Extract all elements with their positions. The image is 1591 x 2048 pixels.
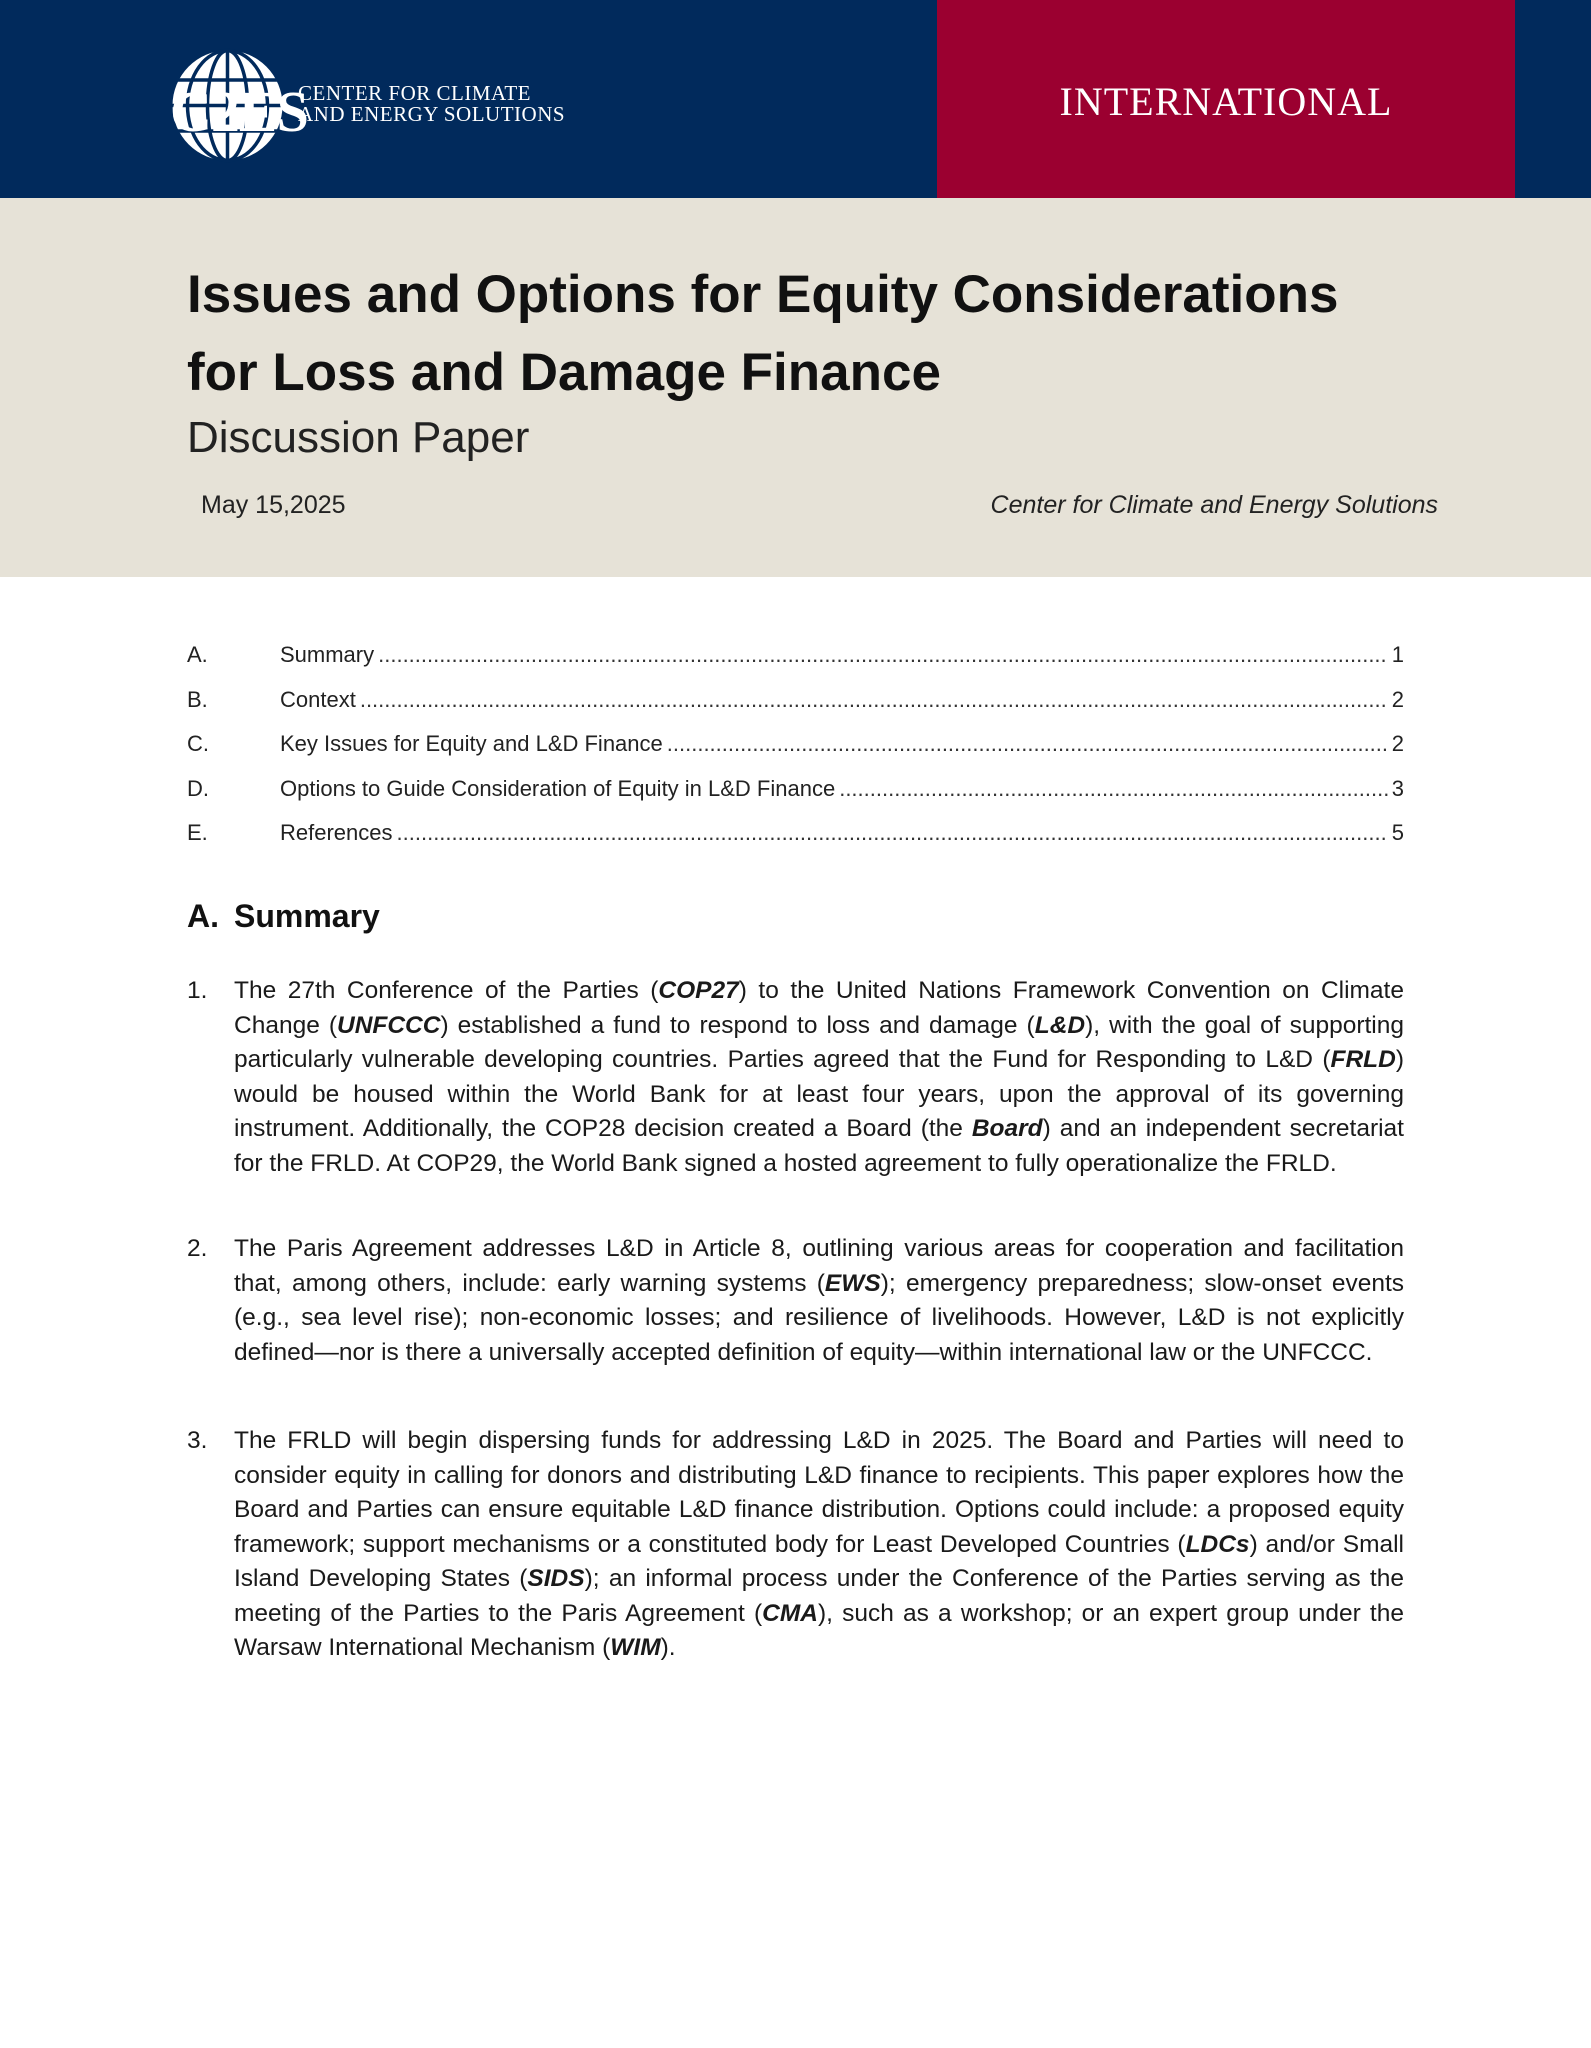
paragraph-3	[187, 1424, 1404, 1666]
logo-text	[298, 83, 565, 125]
table-of-contents	[187, 638, 1404, 861]
text-run: ), with the goal of supporting particularly vulnerable developing countries. Parties agreed that the Fund for Responding to L&D (	[234, 1011, 1405, 1073]
paragraph-text	[234, 1424, 1404, 1666]
toc-page: 3	[1391, 775, 1404, 801]
paragraph-1	[187, 974, 1404, 1181]
toc-page: 5	[1391, 820, 1404, 845]
toc-entry[interactable]	[187, 727, 1404, 772]
paragraph-2	[187, 1232, 1404, 1370]
acronym: COP27	[658, 977, 739, 1004]
text-run: The Paris Agreement addresses L&D in Article 8, outlining various areas for cooperation and facilitation that, among others, include: early warning systems (	[234, 1235, 1404, 1297]
acronym: L&D	[1034, 1011, 1086, 1039]
publication-date: May 15,2025	[201, 491, 346, 519]
toc-entry[interactable]	[187, 683, 1404, 728]
document-subtitle: Discussion Paper	[187, 413, 530, 462]
toc-letter: C.	[187, 731, 209, 756]
c2es-logo[interactable]	[170, 48, 590, 163]
toc-page: 2	[1391, 686, 1404, 712]
header-banner	[0, 0, 1591, 198]
text-run: ); emergency preparedness; slow-onset events (e.g., sea level rise); non-economic losses; and resilience of livelihoods. However, L&D is not explicitly defined—nor is there a universally accepted definition of equity—within international law or the UNFCCC.	[234, 1269, 1405, 1366]
toc-letter: A.	[187, 642, 208, 667]
section-letter: A.	[187, 898, 219, 934]
section-title: Summary	[234, 898, 380, 934]
toc-leader	[360, 687, 1388, 713]
text-run: ).	[660, 1634, 676, 1661]
document-title	[187, 256, 1387, 412]
acronym: CMA	[762, 1599, 818, 1627]
text-run: ) and/or Small Island Developing States (	[234, 1530, 1404, 1592]
category-label: INTERNATIONAL	[1059, 79, 1393, 124]
category-block	[937, 0, 1515, 198]
toc-line	[280, 731, 1404, 757]
title-line-2: for Loss and Damage Finance	[187, 343, 941, 402]
toc-letter: E.	[187, 820, 208, 845]
text-run: The 27th Conference of the Parties (	[234, 977, 659, 1004]
text-run: ) established a fund to respond to loss and damage (	[440, 1011, 1035, 1039]
toc-page: 2	[1391, 731, 1404, 756]
toc-title: Summary	[280, 642, 375, 667]
toc-letter: D.	[187, 775, 209, 801]
acronym: SIDS	[527, 1565, 585, 1592]
text-run: ), such as a workshop; or an expert group under the Warsaw International Mechanism (	[234, 1599, 1404, 1661]
acronym: EWS	[824, 1269, 881, 1297]
paragraph-number: 3.	[187, 1427, 208, 1454]
acronym: Board	[971, 1115, 1043, 1142]
toc-entry[interactable]	[187, 772, 1404, 817]
paragraph-text	[234, 1232, 1404, 1370]
acronym: FRLD	[1330, 1046, 1396, 1073]
toc-title: Key Issues for Equity and L&D Finance	[280, 731, 663, 756]
toc-line	[280, 776, 1404, 802]
toc-title: Options to Guide Consideration of Equity in L&D Finance	[280, 775, 836, 801]
text-run: ) would be housed within the World Bank for at least four years, upon the approval of its governing instrument. Additionally, the COP28 decision created a Board (the	[234, 1046, 1404, 1142]
toc-leader	[378, 642, 1388, 668]
section-heading	[187, 898, 380, 935]
toc-title: References	[280, 820, 393, 845]
toc-line	[280, 642, 1404, 668]
toc-leader	[397, 820, 1388, 846]
toc-line	[280, 687, 1404, 713]
title-line-1: Issues and Options for Equity Considerations	[187, 265, 1339, 324]
logo-mark: C2ES	[170, 79, 308, 144]
text-run: ); an informal process under the Conference of the Parties serving as the meeting of the Parties to the Paris Agreement (	[234, 1565, 1404, 1627]
text-run: ) to the United Nations Framework Convention on Climate Change (	[234, 977, 1404, 1039]
toc-line	[280, 820, 1404, 846]
paragraph-number: 1.	[187, 977, 208, 1004]
toc-leader	[839, 776, 1388, 802]
acronym: LDCs	[1185, 1530, 1250, 1558]
toc-entry[interactable]	[187, 816, 1404, 861]
author-organization: Center for Climate and Energy Solutions	[990, 491, 1438, 519]
title-block	[0, 198, 1591, 577]
paragraph-number: 2.	[187, 1235, 208, 1262]
paragraph-text	[234, 974, 1404, 1181]
text-run: ) and an independent secretariat for the FRLD. At COP29, the World Bank signed a hosted agreement to fully operationalize the FRLD.	[234, 1115, 1404, 1177]
toc-leader	[667, 731, 1388, 757]
acronym: WIM	[610, 1634, 661, 1661]
toc-page: 1	[1391, 642, 1404, 667]
acronym: UNFCCC	[337, 1011, 441, 1039]
text-run: The FRLD will begin dispersing funds for addressing L&D in 2025. The Board and Parties will need to consider equity in calling for donors and distributing L&D finance to recipients. This paper explores how the Board and Parties can ensure equitable L&D finance distribution. Options could include: a proposed equity framework; support mechanisms or a constituted body for Least Developed Countries (	[234, 1427, 1404, 1558]
logo-line-1: CENTER FOR CLIMATE	[298, 81, 532, 105]
logo-line-2: AND ENERGY SOLUTIONS	[298, 102, 566, 126]
toc-title: Context	[280, 686, 356, 712]
toc-entry[interactable]	[187, 638, 1404, 683]
toc-letter: B.	[187, 686, 208, 712]
